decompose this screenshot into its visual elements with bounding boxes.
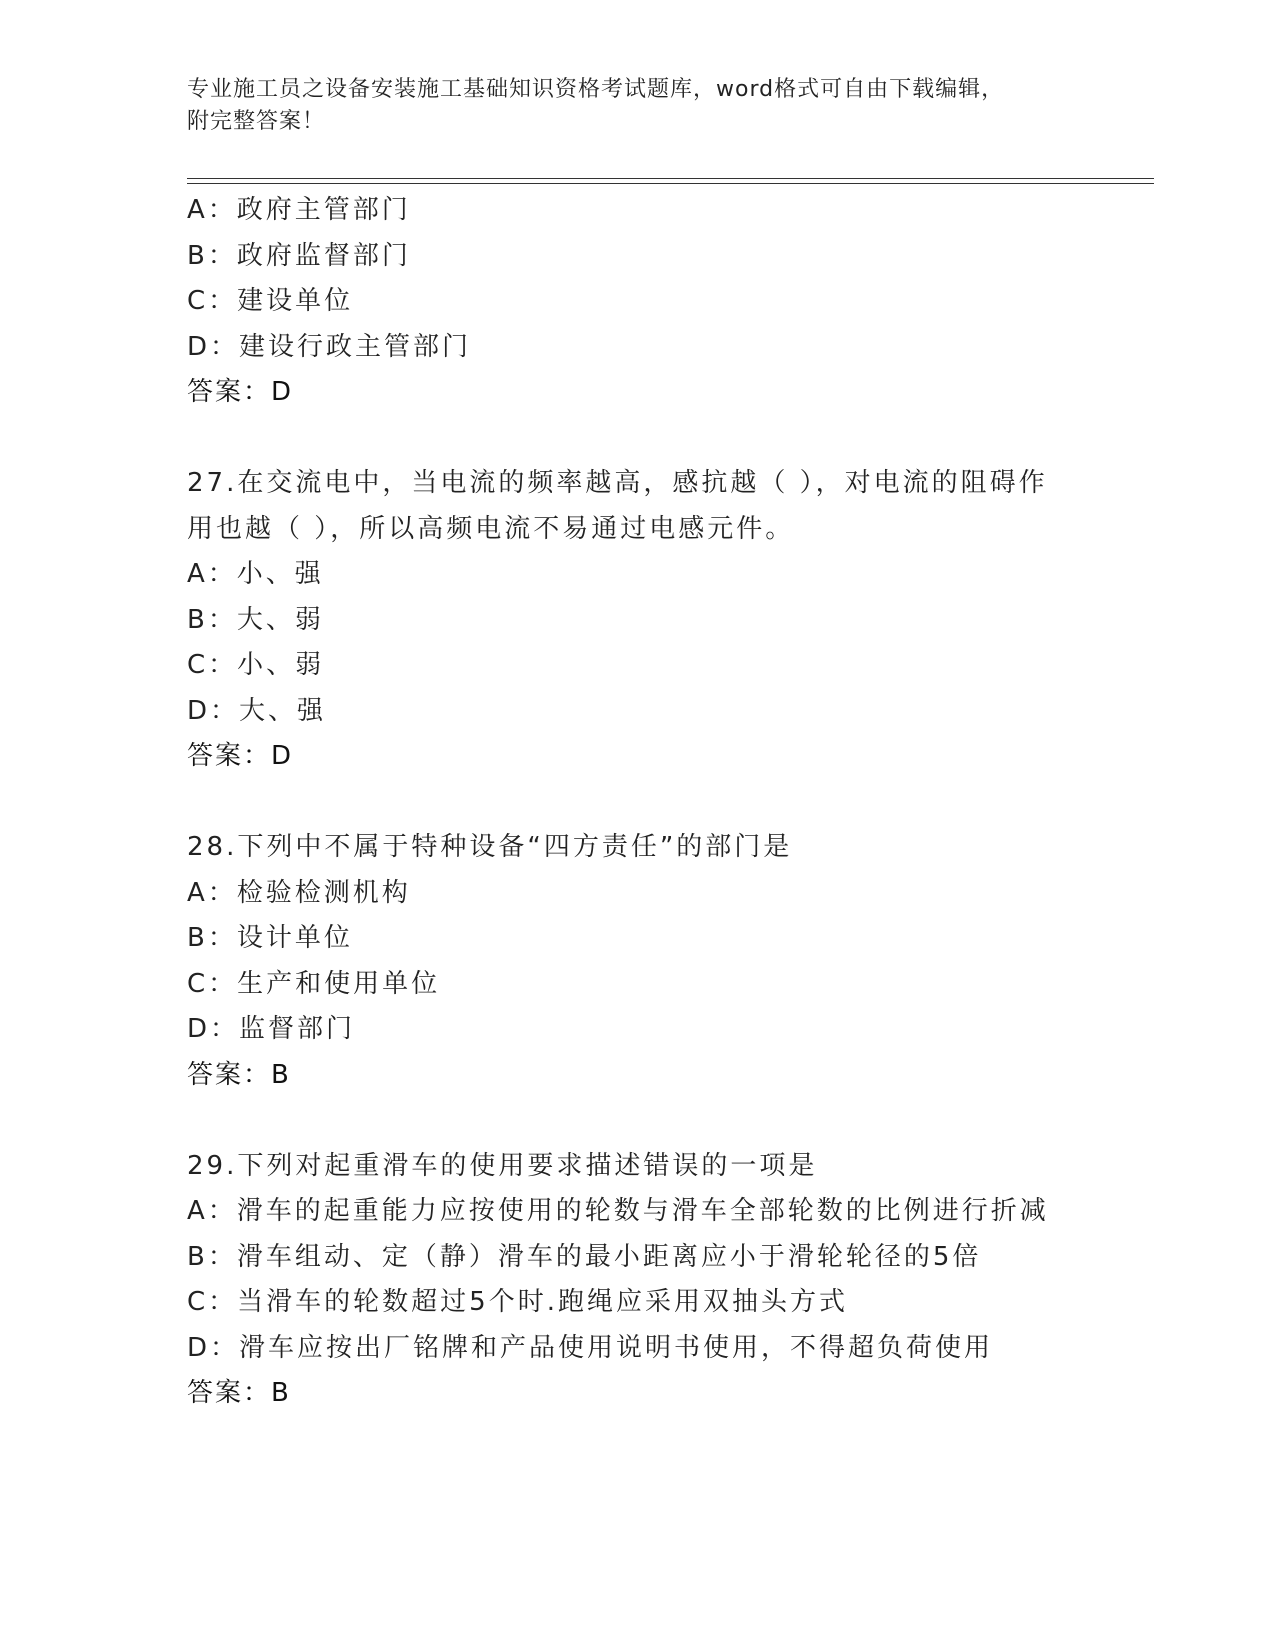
option-c: C：建设单位: [187, 286, 354, 316]
answer-line: 答案：D: [187, 741, 294, 771]
question-content: [187, 188, 1147, 1417]
option-c: C：生产和使用单位: [187, 968, 441, 999]
question-28: [187, 825, 1147, 1098]
option-d: D：建设行政主管部门: [187, 331, 472, 362]
spacer: [187, 780, 1147, 826]
document-header: [187, 74, 1087, 138]
answer-line: 答案：D: [187, 377, 294, 407]
option-d: D：滑车应按出厂铭牌和产品使用说明书使用，不得超负荷使用: [187, 1332, 994, 1363]
option-b: B：政府监督部门: [187, 240, 411, 271]
spacer: [187, 1098, 1147, 1144]
header-line-2: 附完整答案！: [187, 109, 326, 134]
spacer: [187, 416, 1147, 462]
option-c: C：小、弱: [187, 650, 325, 680]
option-b: B：设计单位: [187, 923, 353, 953]
question-stem: 29.下列对起重滑车的使用要求描述错误的一项是: [187, 1150, 818, 1181]
header-divider-top: [187, 178, 1154, 179]
option-d: D：大、强: [187, 695, 327, 726]
option-a: A：政府主管部门: [187, 195, 411, 225]
question-29: [187, 1144, 1147, 1417]
question-stem: 28.下列中不属于特种设备“四方责任”的部门是: [187, 832, 793, 862]
option-c: C：当滑车的轮数超过5个时.跑绳应采用双抽头方式: [187, 1287, 848, 1317]
option-b: B：大、弱: [187, 604, 324, 635]
option-d: D：监督部门: [187, 1014, 356, 1044]
question-stem: 27.在交流电中，当电流的频率越高，感抗越（ ），对电流的阻碍作: [187, 468, 1048, 498]
answer-line: 答案：B: [187, 1378, 291, 1408]
option-a: A：小、强: [187, 559, 324, 589]
option-a: A：检验检测机构: [187, 877, 411, 908]
header-line-1: 专业施工员之设备安装施工基础知识资格考试题库，word格式可自由下载编辑，: [187, 77, 1005, 102]
header-divider-bottom: [187, 183, 1154, 184]
option-a: A：滑车的起重能力应按使用的轮数与滑车全部轮数的比例进行折减: [187, 1196, 1049, 1226]
question-27: [187, 461, 1147, 780]
question-26-continued: [187, 188, 1147, 416]
option-b: B：滑车组动、定（静）滑车的最小距离应小于滑轮轮径的5倍: [187, 1241, 982, 1272]
question-stem: 用也越（ ），所以高频电流不易通过电感元件。: [187, 513, 795, 544]
answer-line: 答案：B: [187, 1059, 291, 1090]
